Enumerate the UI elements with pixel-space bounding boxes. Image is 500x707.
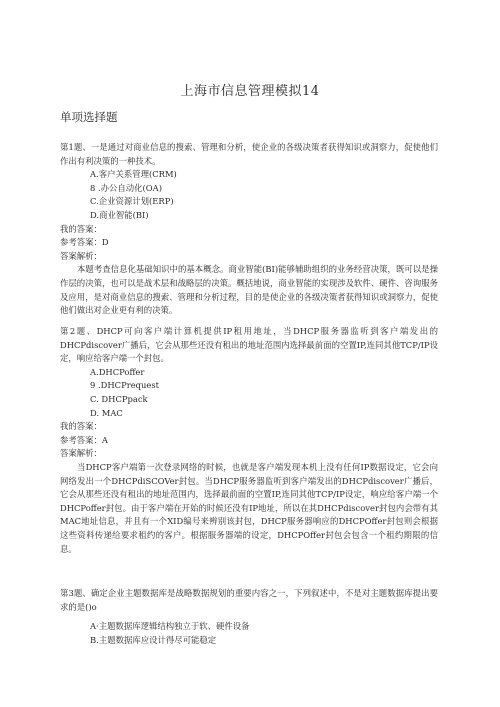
question-2-analysis-label: 答案解析： <box>60 448 102 459</box>
question-3 <box>60 587 438 647</box>
question-1-stem: 第1题、一是通过对商业信息的搜索、管理和分析，使企业的各级决策者获得知识或洞察力，促使他们作出有利决策的一种技术。 <box>60 142 438 166</box>
question-3-stem: 第3题、确定企业主题数据库是战略数据规划的重要内容之一，下列叙述中，不是对主题数据库提出要求的是()o <box>60 588 438 612</box>
page-title: 上海市信息管理模拟14 <box>180 84 320 99</box>
section-heading: 单项选择题 <box>60 110 118 124</box>
question-1-reference-answer: 参考答案：D <box>60 237 109 248</box>
question-3-option-a: A·主题数据库逻辑结构独立于软、硬件设备 <box>90 621 250 632</box>
question-2-option-c: C. DHCPpack <box>90 393 148 404</box>
question-1-option-d: D.商业智能(BI) <box>90 209 149 220</box>
question-3-option-b: B.主题数据库应设计得尽可能稳定 <box>90 634 217 645</box>
question-2-option-a: A.DHCPoffer <box>90 366 145 377</box>
question-1-my-answer: 我的答案： <box>60 223 102 234</box>
question-2-my-answer: 我的答案： <box>60 421 102 432</box>
question-2-option-b: 9 .DHCPrequest <box>90 380 160 391</box>
question-1-option-b: 8 .办公自动化(OA) <box>90 182 162 193</box>
question-1 <box>60 141 438 318</box>
question-2-option-d: D. MAC <box>90 407 123 418</box>
question-2-reference-answer: 参考答案：A <box>60 434 108 445</box>
question-2-analysis: 当DHCP客户端第一次登录网络的时候，也就是客户端发现本机上没有任何IP数据设定，它会向网络发出一个DHCPdiSCOVer封包。当DHCP服务器监听到客户端发出的DHCPdiscover广播后，它会从那些还没有租出的地址范围内，选择最前面的空置IP,连同其他TCP/IP设定，响应给客户端一个DHCPoffer封包。由于客户端在开始的时候还没有IP地址，所以在其DHCPdiscover封包内会带有其MAC地址信息，并且有一个XID编号来辨别该封包，DHCP服务器响应的DHCPOffer封包则会根据这些资料传递给要求租约的客户。根据服务器端的设定，DHCPOffer封包会包含一个租约期限的信息。 <box>60 461 438 554</box>
question-2-stem: 第2题、DHCP可向客户端计算机提供IP租用地址，当DHCP服务器监听到客户端发出的DHCPdiscover广播后，它会从那些还没有租出的地址范围内选择最前面的空置IP,连同其他TCP/IP设定，响应给客户端一个封包。 <box>60 326 438 364</box>
question-1-analysis-label: 答案解析： <box>60 250 102 261</box>
question-2 <box>60 325 438 556</box>
question-1-option-a: A.客户关系管理(CRM) <box>90 169 177 180</box>
question-1-analysis: 本题考查信息化基础知识中的基本概念。商业智能(BI)能够辅助组织的业务经营决策，既可以是操作层的决策，也可以是战术层和战略层的决策。概括地说，商业智能的实现涉及软件、硬件、咨询服务及应用，是对商业信息的搜索、管理和分析过程，目的是使企业的各级决策者获得知识或洞察力，促使他们做出对企业更有利的决策。 <box>60 264 438 316</box>
question-1-option-c: C.企业资源计划(ERP) <box>90 196 174 207</box>
